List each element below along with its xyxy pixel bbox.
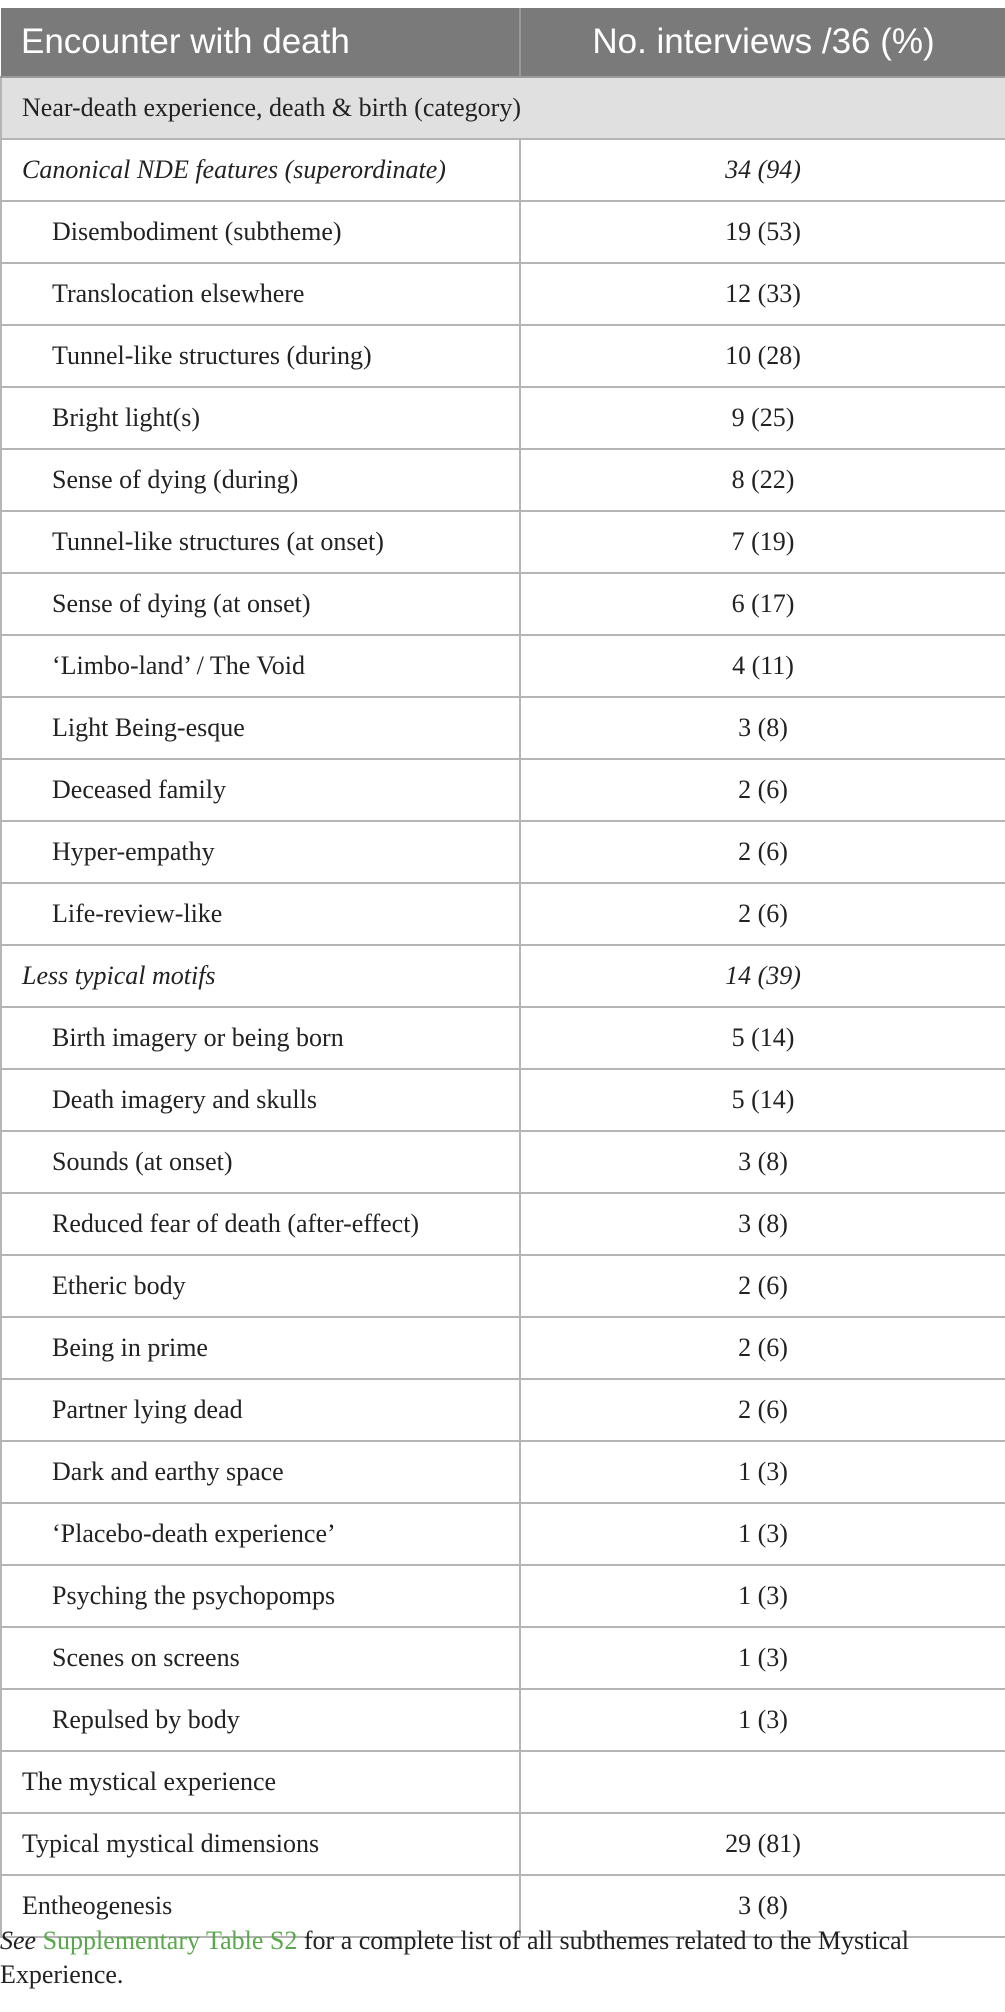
- table-row: [1, 883, 1005, 945]
- category-row: [1, 77, 1005, 139]
- row-label: The mystical experience: [1, 1751, 520, 1813]
- row-value: 1 (3): [520, 1627, 1005, 1689]
- footnote-text: for a complete list of all subthemes related to the Mystical Experience.: [0, 1926, 909, 1989]
- results-table-container: [0, 8, 1005, 1938]
- row-label: Psyching the psychopomps: [1, 1565, 520, 1627]
- row-label: Tunnel-like structures (at onset): [1, 511, 520, 573]
- table-row: [1, 201, 1005, 263]
- row-label: ‘Limbo-land’ / The Void: [1, 635, 520, 697]
- row-value: [520, 1751, 1005, 1813]
- table-row: [1, 1193, 1005, 1255]
- row-label: Partner lying dead: [1, 1379, 520, 1441]
- row-value: 2 (6): [520, 1379, 1005, 1441]
- row-label: Being in prime: [1, 1317, 520, 1379]
- row-label: Etheric body: [1, 1255, 520, 1317]
- table-row: [1, 511, 1005, 573]
- table-row: [1, 1813, 1005, 1875]
- table-row: [1, 759, 1005, 821]
- table-row: [1, 821, 1005, 883]
- row-label: Light Being-esque: [1, 697, 520, 759]
- table-footnote: [0, 1924, 1000, 1992]
- row-label: Disembodiment (subtheme): [1, 201, 520, 263]
- header-interviews: No. interviews /36 (%): [520, 8, 1005, 77]
- row-label: Repulsed by body: [1, 1689, 520, 1751]
- table-row: [1, 139, 1005, 201]
- row-label: Sense of dying (during): [1, 449, 520, 511]
- row-value: 3 (8): [520, 697, 1005, 759]
- table-row: [1, 1379, 1005, 1441]
- results-table: [0, 8, 1005, 1938]
- footnote-see: See: [0, 1926, 37, 1955]
- row-value: 6 (17): [520, 573, 1005, 635]
- row-value: 8 (22): [520, 449, 1005, 511]
- row-value: 34 (94): [520, 139, 1005, 201]
- row-value: 14 (39): [520, 945, 1005, 1007]
- row-value: 3 (8): [520, 1875, 1005, 1937]
- row-value: 10 (28): [520, 325, 1005, 387]
- table-row: [1, 573, 1005, 635]
- row-label: Typical mystical dimensions: [1, 1813, 520, 1875]
- table-row: [1, 1007, 1005, 1069]
- table-row: [1, 1255, 1005, 1317]
- row-value: 2 (6): [520, 1255, 1005, 1317]
- table-row: [1, 1751, 1005, 1813]
- table-row: [1, 1317, 1005, 1379]
- row-label: Birth imagery or being born: [1, 1007, 520, 1069]
- row-label: Death imagery and skulls: [1, 1069, 520, 1131]
- row-label: Life-review-like: [1, 883, 520, 945]
- row-label: Scenes on screens: [1, 1627, 520, 1689]
- table-row: [1, 635, 1005, 697]
- table-row: [1, 1131, 1005, 1193]
- row-label: Dark and earthy space: [1, 1441, 520, 1503]
- row-label: Deceased family: [1, 759, 520, 821]
- table-body: [1, 77, 1005, 1937]
- row-value: 29 (81): [520, 1813, 1005, 1875]
- table-row: [1, 1441, 1005, 1503]
- row-value: 1 (3): [520, 1565, 1005, 1627]
- row-label: Entheogenesis: [1, 1875, 520, 1937]
- row-value: 5 (14): [520, 1007, 1005, 1069]
- row-value: 1 (3): [520, 1689, 1005, 1751]
- table-row: [1, 1069, 1005, 1131]
- table-row: [1, 1689, 1005, 1751]
- row-label: Translocation elsewhere: [1, 263, 520, 325]
- row-value: 4 (11): [520, 635, 1005, 697]
- row-label: Less typical motifs: [1, 945, 520, 1007]
- row-value: 1 (3): [520, 1441, 1005, 1503]
- header-encounter: Encounter with death: [1, 8, 520, 77]
- row-label: Canonical NDE features (superordinate): [1, 139, 520, 201]
- supplementary-table-link[interactable]: Supplementary Table S2: [42, 1926, 298, 1955]
- table-row: [1, 697, 1005, 759]
- row-value: 1 (3): [520, 1503, 1005, 1565]
- row-value: 3 (8): [520, 1193, 1005, 1255]
- row-value: 19 (53): [520, 201, 1005, 263]
- table-row: [1, 387, 1005, 449]
- row-label: Bright light(s): [1, 387, 520, 449]
- row-value: 2 (6): [520, 883, 1005, 945]
- row-value: 2 (6): [520, 821, 1005, 883]
- table-header-row: [1, 8, 1005, 77]
- row-value: 2 (6): [520, 759, 1005, 821]
- table-row: [1, 263, 1005, 325]
- table-row: [1, 1627, 1005, 1689]
- table-row: [1, 325, 1005, 387]
- row-value: 3 (8): [520, 1131, 1005, 1193]
- row-value: 12 (33): [520, 263, 1005, 325]
- table-row: [1, 449, 1005, 511]
- row-label: Reduced fear of death (after-effect): [1, 1193, 520, 1255]
- row-label: ‘Placebo-death experience’: [1, 1503, 520, 1565]
- table-row: [1, 1503, 1005, 1565]
- row-value: 7 (19): [520, 511, 1005, 573]
- row-value: 2 (6): [520, 1317, 1005, 1379]
- row-label: Sounds (at onset): [1, 1131, 520, 1193]
- row-label: Hyper-empathy: [1, 821, 520, 883]
- row-value: 5 (14): [520, 1069, 1005, 1131]
- row-label: Tunnel-like structures (during): [1, 325, 520, 387]
- row-label: Sense of dying (at onset): [1, 573, 520, 635]
- row-value: 9 (25): [520, 387, 1005, 449]
- table-row: [1, 945, 1005, 1007]
- table-row: [1, 1565, 1005, 1627]
- category-label: Near-death experience, death & birth (category): [1, 77, 1005, 139]
